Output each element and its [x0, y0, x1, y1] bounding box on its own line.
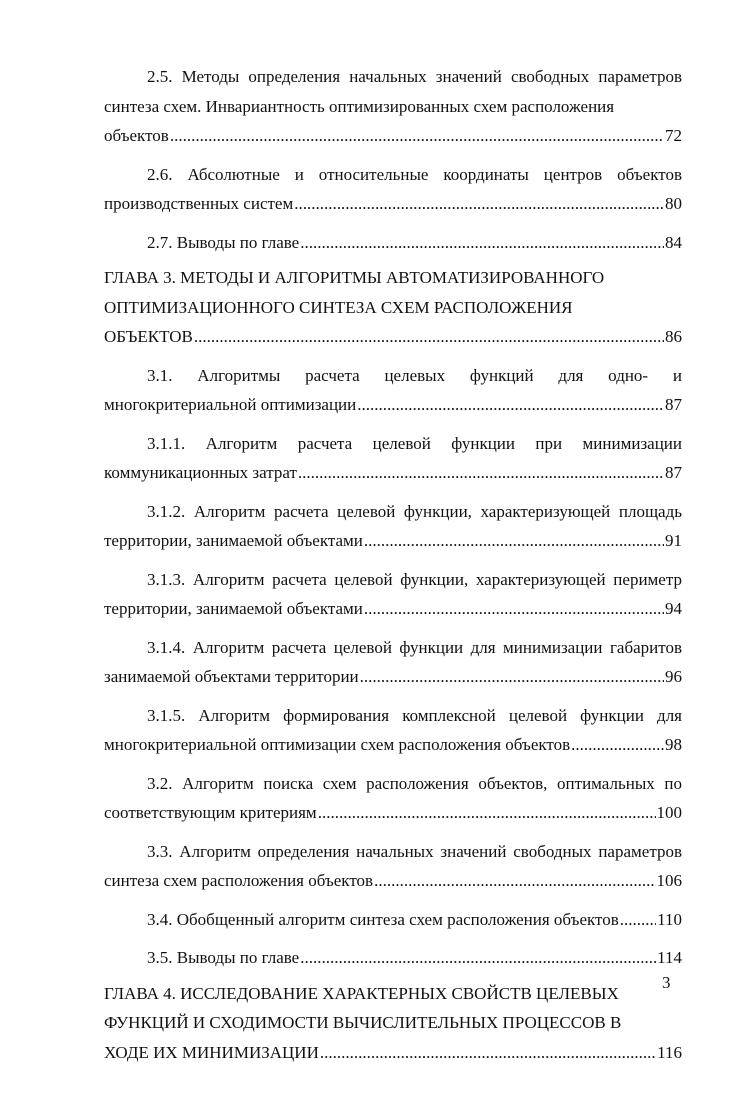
toc-entry-3-3[interactable]	[104, 837, 682, 896]
toc-entry-title-line: 3.2. Алгоритм поиска схем расположения объектов, оптимальных по	[147, 773, 682, 793]
toc-entry-title-tail: занимаемой объектами территории	[104, 667, 359, 686]
toc-entry-leader-line	[104, 943, 682, 973]
toc-entry-3-2[interactable]	[104, 769, 682, 828]
dot-leader	[571, 730, 664, 760]
toc-page-number: 80	[665, 194, 682, 213]
toc-entry-title-tail: производственных систем	[104, 194, 294, 213]
toc-entry-3-4[interactable]	[104, 905, 682, 935]
dot-leader	[170, 121, 664, 151]
table-of-contents	[104, 62, 682, 1067]
dot-leader	[298, 458, 664, 488]
toc-entry-leader-line	[104, 322, 682, 352]
toc-entry-3-1-4[interactable]	[104, 633, 682, 692]
toc-entry-title-tail: многокритериальной оптимизации схем расположения объектов	[104, 735, 571, 754]
toc-entry-2-7[interactable]	[104, 228, 682, 258]
toc-entry-title-line: 3.1.5. Алгоритм формирования комплексной целевой функции для	[147, 705, 682, 725]
toc-entry-title-tail: объектов	[104, 126, 169, 145]
toc-entry-leader-line	[104, 526, 682, 556]
toc-entry-3-1[interactable]	[104, 361, 682, 420]
toc-entry-title-tail: территории, занимаемой объектами	[104, 531, 363, 550]
toc-page-number: 84	[665, 232, 682, 252]
toc-chapter-title-line: ГЛАВА 3. МЕТОДЫ И АЛГОРИТМЫ АВТОМАТИЗИРОВАННОГО	[104, 268, 605, 287]
toc-page-number: 87	[665, 395, 682, 414]
toc-page-number: 96	[665, 667, 682, 686]
toc-page-number: 98	[665, 735, 682, 754]
toc-entry-title-line: 3.1.1. Алгоритм расчета целевой функции при минимизации	[147, 433, 682, 453]
toc-page-number: 94	[665, 599, 682, 618]
toc-entry-title-line: 2.5. Методы определения начальных значений свободных параметров	[147, 67, 682, 86]
toc-entry-title-line: синтеза схем. Инвариантность оптимизированных схем расположения	[104, 96, 615, 116]
toc-entry-title-tail: соответствующим критериям	[104, 803, 317, 822]
toc-entry-title-line: 3.1.2. Алгоритм расчета целевой функции, характеризующей площадь	[147, 501, 682, 521]
toc-entry-2-5[interactable]	[104, 62, 682, 151]
toc-entry-leader-line	[104, 189, 682, 219]
toc-entry-title-tail: коммуникационных затрат	[104, 463, 297, 482]
dot-leader	[364, 594, 664, 624]
dot-leader	[320, 1038, 656, 1068]
dot-leader	[194, 322, 664, 352]
toc-entry-leader-line	[104, 866, 682, 896]
toc-chapter-title-line: ОПТИМИЗАЦИОННОГО СИНТЕЗА СХЕМ РАСПОЛОЖЕНИЯ	[104, 297, 573, 317]
toc-entry-title-tail: территории, занимаемой объектами	[104, 599, 363, 618]
toc-entry-3-1-2[interactable]	[104, 497, 682, 556]
dot-leader	[300, 943, 656, 973]
toc-page-number: 110	[657, 909, 682, 929]
toc-entry-leader-line	[104, 798, 682, 828]
toc-entry-leader-line	[104, 121, 682, 151]
dot-leader	[374, 866, 655, 896]
toc-chapter-title-line: ФУНКЦИЙ И СХОДИМОСТИ ВЫЧИСЛИТЕЛЬНЫХ ПРОЦЕССОВ В	[104, 1013, 622, 1032]
dot-leader	[294, 189, 664, 219]
toc-entry-leader-line	[104, 905, 682, 935]
toc-entry-title-tail: 3.4. Обобщенный алгоритм синтеза схем расположения объектов	[147, 909, 619, 929]
toc-page-number: 72	[665, 126, 682, 145]
toc-entry-title-line: 3.1. Алгоритмы расчета целевых функций для одно- и	[147, 365, 682, 385]
toc-entry-leader-line	[104, 730, 682, 760]
toc-entry-title-tail: 3.5. Выводы по главе	[147, 948, 300, 967]
dot-leader	[360, 662, 664, 692]
dot-leader	[318, 798, 656, 828]
toc-entry-leader-line	[104, 594, 682, 624]
toc-page-number: 116	[657, 1042, 682, 1062]
toc-entry-leader-line	[104, 228, 682, 258]
toc-entry-leader-line	[104, 390, 682, 420]
toc-entry-title-line: 2.6. Абсолютные и относительные координаты центров объектов	[147, 164, 682, 184]
toc-entry-title-tail: 2.7. Выводы по главе	[147, 232, 300, 252]
toc-entry-title-line: 3.1.4. Алгоритм расчета целевой функции для минимизации габаритов	[147, 637, 682, 657]
toc-entry-3-1-3[interactable]	[104, 565, 682, 624]
toc-entry-leader-line	[104, 458, 682, 488]
toc-entry-leader-line	[104, 662, 682, 692]
toc-page-number: 114	[657, 948, 682, 967]
dot-leader	[357, 390, 664, 420]
toc-chapter-title-tail: ОБЪЕКТОВ	[104, 327, 193, 346]
toc-entry-3-1-5[interactable]	[104, 701, 682, 760]
dot-leader	[300, 228, 664, 258]
toc-entry-3-1-1[interactable]	[104, 429, 682, 488]
toc-entry-title-tail: синтеза схем расположения объектов	[104, 871, 374, 890]
dot-leader	[620, 905, 656, 935]
toc-page-number: 87	[665, 463, 682, 482]
toc-page-number: 86	[665, 327, 682, 346]
page-number: 3	[662, 973, 671, 992]
toc-entry-2-6[interactable]	[104, 160, 682, 219]
toc-chapter-title-tail: ХОДЕ ИХ МИНИМИЗАЦИИ	[104, 1042, 319, 1062]
toc-chapter-4[interactable]	[104, 979, 682, 1068]
toc-page-number: 100	[656, 803, 682, 822]
toc-page-number: 106	[656, 871, 682, 890]
toc-entry-leader-line	[104, 1038, 682, 1068]
toc-page-number: 91	[665, 531, 682, 550]
toc-chapter-3[interactable]	[104, 263, 682, 352]
dot-leader	[364, 526, 664, 556]
toc-entry-title-tail: многокритериальной оптимизации	[104, 395, 357, 414]
toc-chapter-title-line: ГЛАВА 4. ИССЛЕДОВАНИЕ ХАРАКТЕРНЫХ СВОЙСТВ ЦЕЛЕВЫХ	[104, 983, 619, 1003]
toc-entry-title-line: 3.3. Алгоритм определения начальных значений свободных параметров	[147, 841, 682, 861]
toc-entry-3-5[interactable]	[104, 943, 682, 973]
toc-entry-title-line: 3.1.3. Алгоритм расчета целевой функции, характеризующей периметр	[147, 569, 682, 589]
